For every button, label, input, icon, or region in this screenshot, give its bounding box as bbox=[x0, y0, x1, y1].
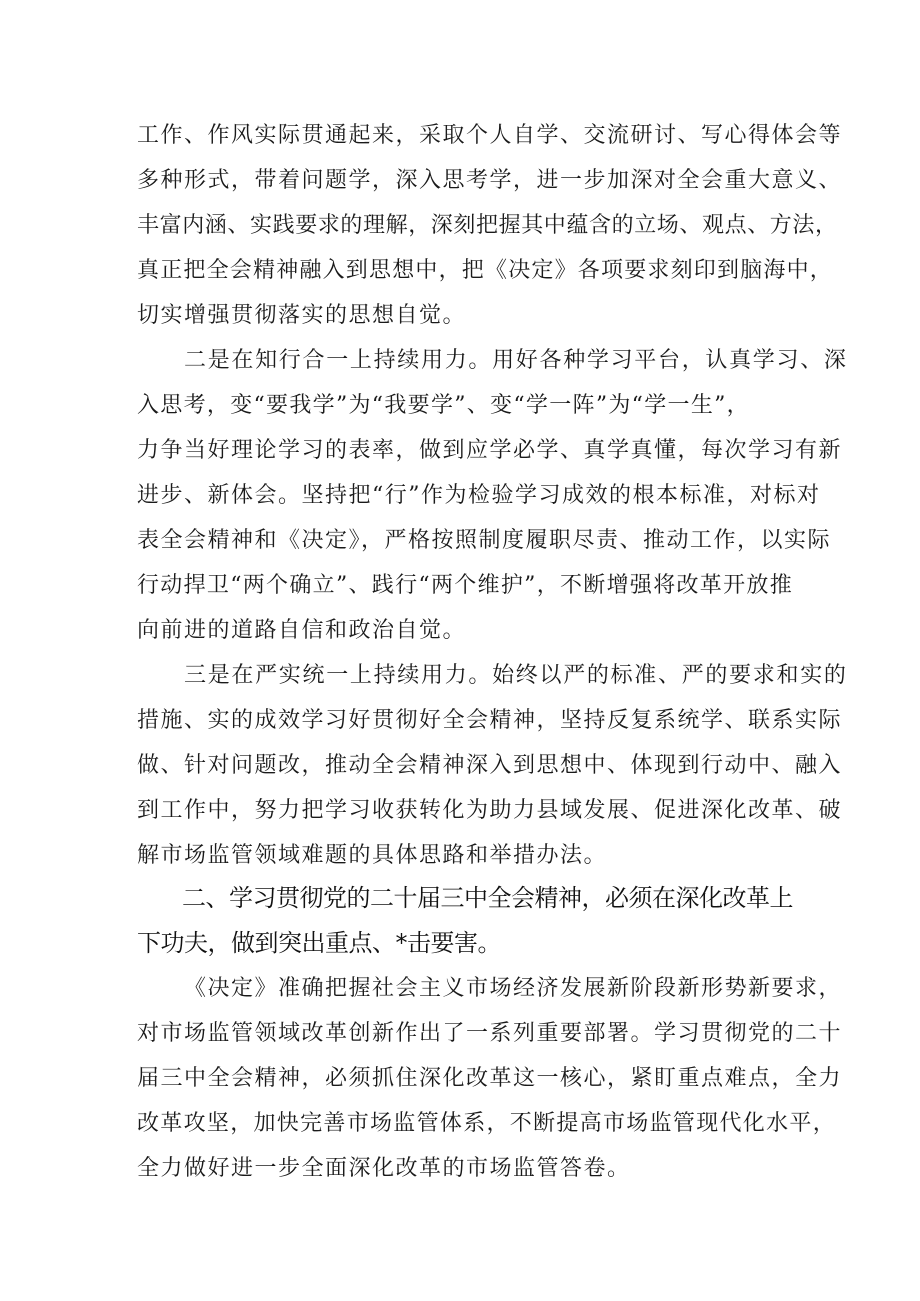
paragraph-1-line-5: 切实增强贯彻落实的思想自觉。 bbox=[137, 303, 467, 328]
paragraph-3-line-2: 措施、实的成效学习好贯彻好全会精神，坚持反复系统学、联系实际 bbox=[137, 708, 843, 733]
paragraph-4-line-4: 改革攻坚，加快完善市场监管体系，不断提高市场监管现代化水平， bbox=[137, 1111, 837, 1136]
paragraph-2-line-3: 力争当好理论学习的表率，做到应学必学、真学真懂，每次学习有新 bbox=[137, 438, 843, 463]
paragraph-1-line-3: 丰富内涵、实践要求的理解，深刻把握其中蕴含的立场、观点、方法， bbox=[137, 213, 838, 238]
paragraph-2-line-1: 二是在知行合一上持续用力。用好各种学习平台，认真学习、深 bbox=[184, 348, 848, 373]
paragraph-1-line-4: 真正把全会精神融入到思想中，把《决定》各项要求刻印到脑海中， bbox=[137, 258, 834, 283]
paragraph-1-line-2: 多种形式，带着问题学，深入思考学，进一步加深对全会重大意义、 bbox=[137, 168, 843, 193]
paragraph-4-line-3: 届三中全会精神，必须抓住深化改革这一核心，紧盯重点难点，全力 bbox=[137, 1066, 843, 1091]
paragraph-2-line-7: 向前进的道路自信和政治自觉。 bbox=[137, 618, 467, 643]
paragraph-3-line-3: 做、针对问题改，推动全会精神深入到思想中、体现到行动中、融入 bbox=[137, 753, 843, 778]
paragraph-4-line-5: 全力做好进一步全面深化改革的市场监管答卷。 bbox=[137, 1156, 631, 1181]
paragraph-2-line-6: 行动捍卫“两个确立”、践行“两个维护”，不断增强将改革开放推 bbox=[137, 573, 793, 598]
paragraph-1-line-1: 工作、作风实际贯通起来，采取个人自学、交流研讨、写心得体会等 bbox=[137, 123, 843, 148]
paragraph-2-line-5: 表全会精神和《决定》，严格按照制度履职尽责、推动工作，以实际 bbox=[137, 528, 832, 553]
paragraph-3-line-4: 到工作中，努力把学习收获转化为助力县域发展、促进深化改革、破 bbox=[137, 798, 843, 823]
paragraph-2-line-2: 入思考，变“要我学”为“我要学”、变“学一阵”为“学一生”， bbox=[137, 393, 750, 418]
paragraph-3-line-5: 解市场监管领域难题的具体思路和举措办法。 bbox=[137, 843, 608, 868]
paragraph-3-line-1: 三是在严实统一上持续用力。始终以严的标准、严的要求和实的 bbox=[184, 663, 848, 688]
section-heading-line-2: 下功夫，做到突出重点、*击要害。 bbox=[137, 929, 501, 957]
paragraph-4-line-2: 对市场监管领域改革创新作出了一系列重要部署。学习贯彻党的二十 bbox=[137, 1021, 843, 1046]
section-heading-line-1: 二、学习贯彻党的二十届三中全会精神，必须在深化改革上 bbox=[182, 884, 793, 912]
paragraph-2-line-4: 进步、新体会。坚持把“行”作为检验学习成效的根本标准，对标对 bbox=[137, 483, 821, 508]
paragraph-4-line-1: 《决定》准确把握社会主义市场经济发展新阶段新形势新要求， bbox=[184, 976, 843, 1001]
